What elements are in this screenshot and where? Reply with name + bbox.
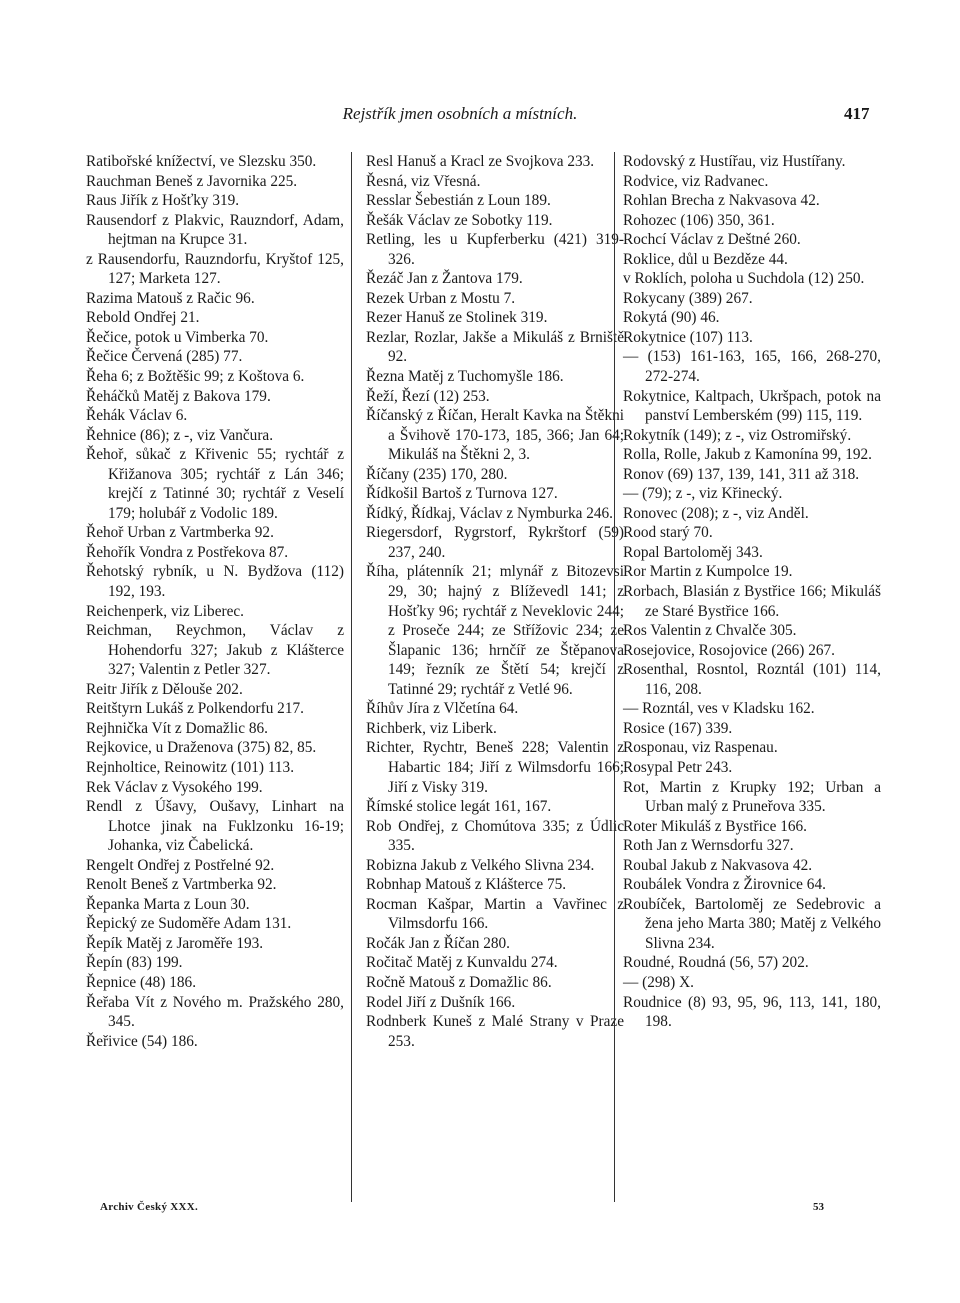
- index-entry: Ročák Jan z Říčan 280.: [366, 934, 511, 952]
- index-entry: Ronov (69) 137, 139, 141, 311 až 318.: [623, 465, 860, 483]
- index-entry: Razima Matouš z Račic 96.: [86, 289, 255, 307]
- index-entry: Rosponau, viz Raspenau.: [623, 739, 778, 757]
- index-entry: Roklice, důl u Bezděze 44.: [623, 250, 788, 268]
- index-entry: Rodovský z Hustířau, viz Hustířany.: [623, 153, 846, 170]
- index-entry: Robnhap Matouš z Klášterce 75.: [366, 876, 567, 894]
- index-entry: Rood starý 70.: [623, 524, 713, 542]
- index-entry: Rokytnice (107) 113.: [623, 328, 753, 346]
- index-entry: Rot, Martin z Krupky 192; Urban a Urban malý z Pruneřova 335.: [623, 778, 881, 816]
- index-entry: Renolt Beneš z Vartmberka 92.: [86, 876, 277, 894]
- index-entry: Roubal Jakub z Nakvasova 42.: [623, 856, 813, 874]
- index-entry: Rokytník (149); z -, viz Ostromiřský.: [623, 426, 852, 444]
- index-entry: Řídkošil Bartoš z Turnova 127.: [366, 485, 558, 503]
- index-entry: Rejkovice, u Draženova (375) 82, 85.: [86, 739, 317, 757]
- index-entry: Rokycany (389) 267.: [623, 289, 753, 307]
- index-entry: — (153) 161-163, 165, 166, 268-270, 272-274.: [623, 348, 881, 386]
- index-entry: Reitštyrn Lukáš z Polkendorfu 217.: [86, 700, 304, 718]
- index-entry: Reichman, Reychmon, Václav z Hohendorfu 327; Jakub z Klášterce 327; Valentin z Petler 327.: [86, 622, 344, 679]
- index-entry: Řepín (83) 199.: [86, 954, 183, 972]
- index-entry: Řepík Matěj z Jaroměře 193.: [86, 934, 264, 952]
- index-entry: — (79); z -, viz Křinecký.: [623, 485, 783, 503]
- index-entry: Reichenperk, viz Liberec.: [86, 602, 244, 620]
- index-entry: Retling, les u Kupferberku (421) 319-326.: [366, 231, 624, 268]
- index-entry: Řehotský rybník, u N. Bydžova (112) 192, 193.: [86, 563, 344, 601]
- index-entry: Ratibořské knížectví, ve Slezsku 350.: [86, 153, 317, 170]
- index-entry: Ročitač Matěj z Kunvaldu 274.: [366, 954, 558, 972]
- index-entry: Řešák Václav ze Sobotky 119.: [366, 211, 553, 229]
- index-entry: Roudnice (8) 93, 95, 96, 113, 141, 180, 198.: [623, 993, 881, 1031]
- index-entry: Rodel Jiří z Dušník 166.: [366, 993, 516, 1011]
- index-entry: Rodnberk Kuneš z Malé Strany v Praze 253.: [366, 1013, 624, 1050]
- index-entry: Řepický ze Sudoměře Adam 131.: [86, 915, 292, 933]
- running-header-title: Rejstřík jmen osobních a místních.: [342, 104, 578, 123]
- index-entry: Richter, Rychtr, Beneš 228; Valentin z Habartic 184; Jiří z Wilmsdorfu 166; Jiří z Visky 319.: [366, 739, 624, 796]
- index-entry: Raus Jiřík z Hošťky 319.: [86, 192, 240, 210]
- index-entry: Řehoř, sůkač z Křivenic 55; rychtář z Křižanova 305; rychtář z Lán 346; krejčí z Tatinné 30; rychtář z Veselí 179; holubář z Vodolic 189.: [86, 446, 344, 522]
- index-entry: Rendl z Úšavy, Oušavy, Linhart na Lhotce jinak na Fuklzonku 16-19; Johanka, viz Čabelická.: [86, 798, 344, 855]
- index-entry: Rebold Ondřej 21.: [86, 309, 200, 327]
- index-entry: — Rozntál, ves v Kladsku 162.: [623, 700, 815, 718]
- index-entry: Řesná, viz Vřesná.: [366, 172, 481, 190]
- index-entry: Řehnice (86); z -, viz Vančura.: [86, 426, 274, 444]
- index-entry: Řečice, potok u Vimberka 70.: [86, 328, 269, 346]
- index-entry: Ros Valentin z Chvalče 305.: [623, 622, 797, 640]
- index-entry: Rengelt Ondřej z Postřelné 92.: [86, 856, 275, 874]
- column-divider: [351, 152, 352, 1202]
- index-entry: — (298) X.: [623, 973, 694, 991]
- index-entry: Rosice (167) 339.: [623, 719, 733, 737]
- index-entry: Římské stolice legát 161, 167.: [366, 798, 552, 816]
- index-entry: Reitr Jiřík z Dělouše 202.: [86, 680, 243, 698]
- index-entry: Ropal Bartoloměj 343.: [623, 543, 763, 561]
- index-entry: Richberk, viz Liberk.: [366, 719, 497, 737]
- index-entry: Roter Mikuláš z Bystřice 166.: [623, 817, 807, 835]
- index-entry: Rek Václav z Vysokého 199.: [86, 778, 263, 796]
- page-number: 417: [844, 104, 870, 123]
- index-entry: Roubíček, Bartoloměj ze Sedebrovic a žena jeho Marta 380; Matěj z Velkého Slivna 234.: [623, 895, 881, 952]
- index-entry: Resl Hanuš a Kracl ze Svojkova 233.: [366, 153, 595, 170]
- sheet-number: 53: [813, 1201, 824, 1213]
- index-entry: Ronovec (208); z -, viz Anděl.: [623, 504, 809, 522]
- index-entry: Řepanka Marta z Loun 30.: [86, 895, 250, 913]
- index-entry: Řehák Václav 6.: [86, 407, 188, 425]
- index-entry: Rochcí Václav z Deštné 260.: [623, 231, 801, 249]
- index-entry: Řeha 6; z Božtěšic 99; z Koštova 6.: [86, 368, 305, 386]
- index-entry: Rosypal Petr 243.: [623, 758, 733, 776]
- index-entry: Rohozec (106) 350, 361.: [623, 211, 775, 229]
- index-entry: Roubálek Vondra z Žirovnice 64.: [623, 876, 826, 894]
- index-entry: Řepnice (48) 186.: [86, 973, 197, 991]
- index-entry: Říhův Jíra z Vlčetína 64.: [366, 700, 519, 718]
- index-entry: Rejhnička Vít z Domažlic 86.: [86, 719, 268, 737]
- index-entry: Roudné, Roudná (56, 57) 202.: [623, 954, 809, 972]
- index-entry: Rezlar, Rozlar, Jakše a Mikuláš z Brniště 92.: [366, 328, 624, 366]
- index-column-3: [623, 152, 881, 1032]
- index-entry: Resslar Šebestián z Loun 189.: [366, 192, 551, 210]
- index-entry: Řeháčků Matěj z Bakova 179.: [86, 387, 271, 405]
- index-column-2: [366, 152, 624, 1051]
- index-entry: Řehořík Vondra z Postřekova 87.: [86, 543, 289, 561]
- index-entry: Rohlan Brecha z Nakvasova 42.: [623, 192, 820, 210]
- index-entry: Říha, plátenník 21; mlynář z Bitozevsi 29, 30; hajný z Blíževedl 141; z Hošťky 96; rychtář z Neveklovic 244; z Proseče 244; ze Střížovic 234; ze Šlapanic 136; hrnčíř ze Štěpanova 149; řezník ze Štětí 54; krejčí z Tatinné 29; rychtář z Vetlé 96.: [366, 563, 624, 698]
- index-entry: Rokytnice, Kaltpach, Ukršpach, potok na panství Lemberském (99) 115, 119.: [623, 387, 881, 425]
- index-entry: Rocman Kašpar, Martin a Vavřinec z Vilmsdorfu 166.: [366, 895, 624, 933]
- index-entry: Rolla, Rolle, Jakub z Kamonína 99, 192.: [623, 446, 872, 464]
- index-entry: z Rausendorfu, Rauzndorfu, Kryštof 125, 127; Marketa 127.: [86, 250, 344, 288]
- index-entry: Ročně Matouš z Domažlic 86.: [366, 973, 552, 991]
- index-entry: Robizna Jakub z Velkého Slivna 234.: [366, 856, 595, 874]
- signature-mark: Archiv Český XXX.: [100, 1201, 199, 1213]
- index-entry: Roth Jan z Wernsdorfu 327.: [623, 837, 794, 855]
- index-entry: Riegersdorf, Rygrstorf, Rykrštorf (59) 237, 240.: [366, 524, 624, 561]
- index-entry: Ror Martin z Kumpolce 19.: [623, 563, 793, 581]
- index-entry: Říčany (235) 170, 280.: [366, 465, 508, 483]
- index-entry: Rausendorf z Plakvic, Rauzndorf, Adam, hejtman na Krupce 31.: [86, 211, 344, 249]
- index-entry: Řeží, Řezí (12) 253.: [366, 387, 490, 405]
- column-divider: [614, 152, 615, 1202]
- index-entry: Rosejovice, Rosojovice (266) 267.: [623, 641, 835, 659]
- index-column-1: [86, 152, 344, 1051]
- index-entry: Rob Ondřej, z Chomútova 335; z Údlic 335.: [366, 817, 624, 855]
- index-entry: Rodvice, viz Radvanec.: [623, 172, 769, 190]
- index-entry: Řídký, Řídkaj, Václav z Nymburka 246.: [366, 504, 613, 522]
- index-entry: Řehoř Urban z Vartmberka 92.: [86, 524, 274, 542]
- index-entry: Řečice Červená (285) 77.: [86, 348, 243, 366]
- index-entry: Rauchman Beneš z Javornika 225.: [86, 172, 298, 190]
- index-entry: Říčanský z Říčan, Heralt Kavka na Štěkni a Švihově 170-173, 185, 366; Jan 64; Mikuláš na Štěkni 2, 3.: [366, 407, 624, 464]
- index-entry: Rejnholtice, Reinowitz (101) 113.: [86, 758, 295, 776]
- index-entry: Řeřaba Vít z Nového m. Pražského 280, 345.: [86, 993, 344, 1031]
- index-entry: Řeřivice (54) 186.: [86, 1032, 198, 1050]
- index-entry: Řezna Matěj z Tuchomyšle 186.: [366, 368, 564, 386]
- index-entry: Rosenthal, Rosntol, Rozntál (101) 114, 116, 208.: [623, 661, 881, 698]
- index-entry: v Roklích, poloha u Suchdola (12) 250.: [623, 270, 865, 288]
- index-entry: Rezek Urban z Mostu 7.: [366, 289, 516, 307]
- index-entry: Rokytá (90) 46.: [623, 309, 720, 327]
- index-entry: Řezáč Jan z Žantova 179.: [366, 270, 523, 288]
- index-entry: Rorbach, Blasián z Bystřice 166; Mikuláš ze Staré Bystřice 166.: [623, 583, 881, 620]
- index-entry: Rezer Hanuš ze Stolinek 319.: [366, 309, 548, 327]
